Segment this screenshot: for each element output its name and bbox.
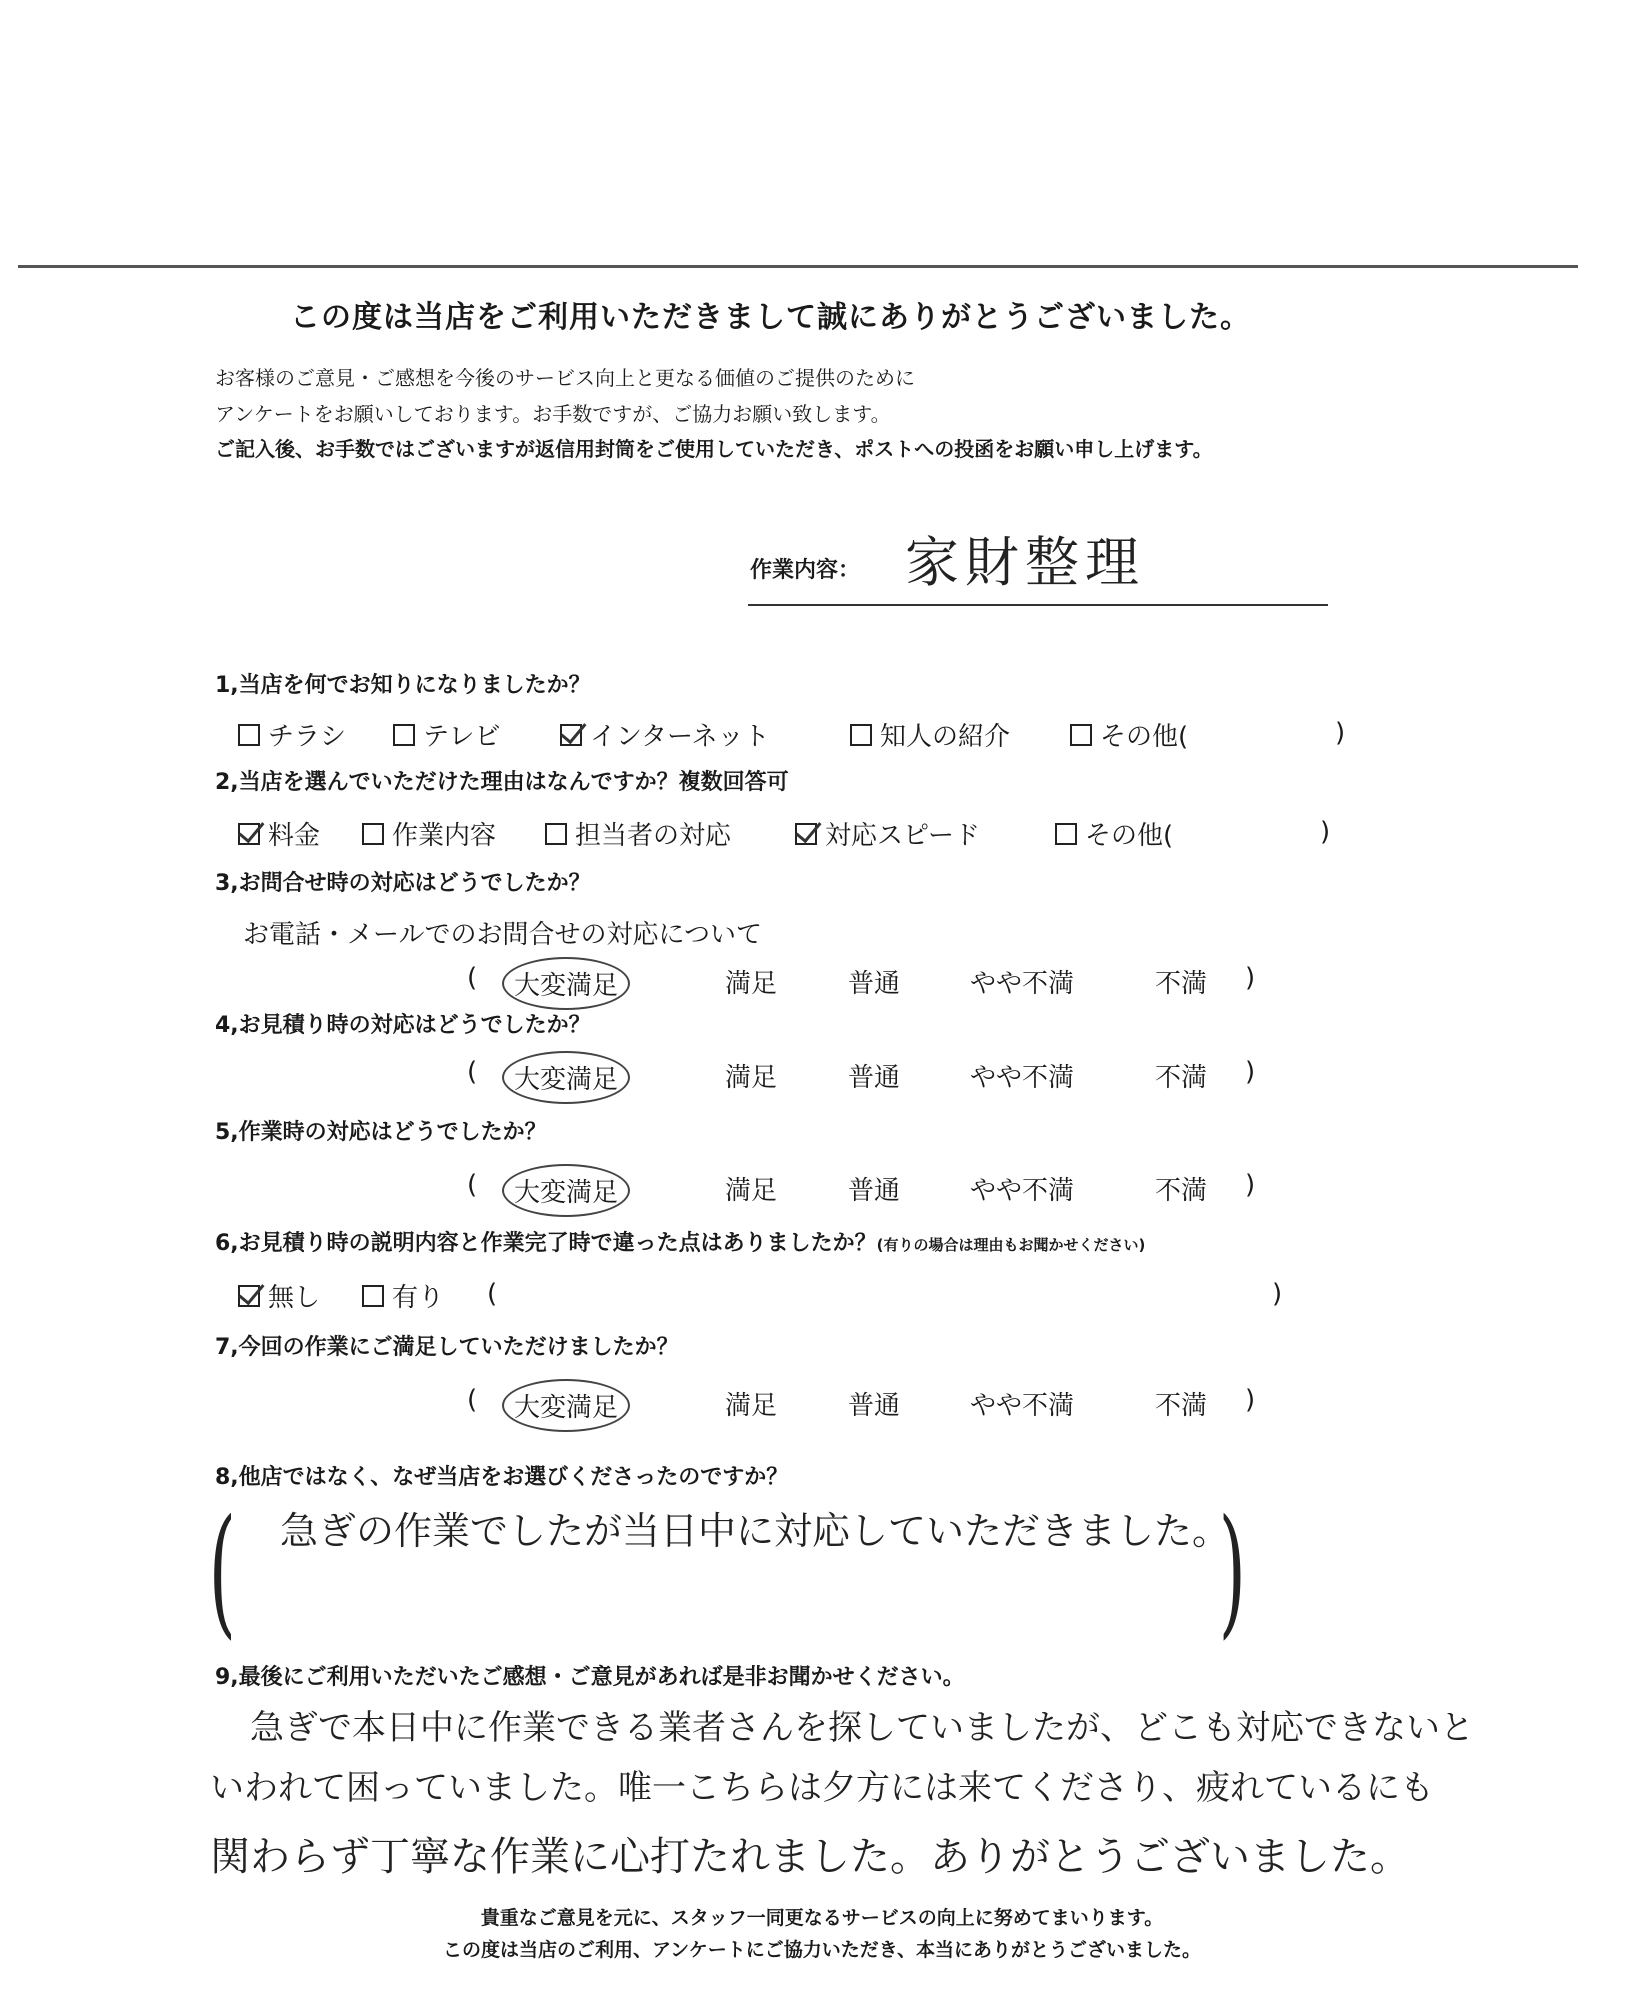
scale-option[interactable]: 満足 — [725, 1176, 778, 1206]
scale-option[interactable]: やや不満 — [970, 1063, 1075, 1093]
q2-option-label: 対応スピード — [825, 821, 980, 851]
intro-line-3: ご記入後、お手数ではございますが返信用封筒をご使用していただき、ポストへの投函をお願い申し上げます。 — [215, 437, 1213, 461]
q1-option-label: 知人の紹介 — [880, 722, 1011, 752]
q1-option-label: その他( — [1100, 722, 1189, 752]
work-label: 作業内容： — [750, 558, 861, 583]
q1-option-0[interactable] — [238, 716, 346, 753]
scale-option[interactable]: 不満 — [1155, 1391, 1208, 1421]
q6-option-label: 無し — [268, 1283, 321, 1313]
scale-option[interactable]: やや不満 — [970, 1176, 1075, 1206]
scale-close-paren: ) — [1245, 1170, 1256, 1200]
work-value: 家財整理 — [905, 531, 1145, 594]
q1-option-4[interactable] — [1070, 716, 1188, 753]
checkbox-icon — [1055, 823, 1077, 845]
scale-option[interactable]: 不満 — [1155, 969, 1208, 999]
header-title: この度は当店をご利用いただきまして誠にありがとうございました。 — [290, 300, 1251, 335]
scale-option-selected[interactable]: 大変満足 — [502, 1164, 630, 1217]
q1-close-paren: ) — [1335, 718, 1346, 748]
scale-option[interactable]: 普通 — [848, 1063, 901, 1093]
intro-line-2: アンケートをお願いしております。お手数ですが、ご協力お願い致します。 — [215, 402, 891, 426]
scale-option-selected[interactable]: 大変満足 — [502, 957, 630, 1010]
scale-option[interactable]: 不満 — [1155, 1176, 1208, 1206]
q2-option-0[interactable] — [238, 815, 320, 852]
scale-option[interactable]: 満足 — [725, 1391, 778, 1421]
q2-option-4[interactable] — [1055, 815, 1173, 852]
scale-option[interactable]: やや不満 — [970, 969, 1075, 999]
checkbox-icon — [1070, 724, 1092, 746]
scale-option[interactable]: 普通 — [848, 1391, 901, 1421]
q4-question: 4,お見積り時の対応はどうでしたか？ — [215, 1013, 591, 1038]
q3-question: 3,お問合せ時の対応はどうでしたか？ — [215, 871, 591, 896]
checkbox-checked-icon — [795, 823, 817, 845]
q2-option-label: 料金 — [268, 821, 321, 851]
q2-option-label: 作業内容 — [392, 821, 497, 851]
q1-option-label: テレビ — [423, 722, 501, 752]
q8-left-bracket: ( — [208, 1490, 236, 1653]
q2-option-1[interactable] — [362, 815, 496, 852]
scale-close-paren: ) — [1245, 1057, 1256, 1087]
q6-option-0[interactable] — [238, 1277, 320, 1314]
q9-question: 9,最後にご利用いただいたご感想・ご意見があれば是非お聞かせください。 — [215, 1665, 965, 1690]
scale-option[interactable]: 普通 — [848, 969, 901, 999]
checkbox-checked-icon — [238, 1285, 260, 1307]
footer-line-2: この度は当店のご利用、アンケートにご協力いただき、本当にありがとうございました。 — [442, 1939, 1202, 1961]
q2-option-label: その他( — [1085, 821, 1174, 851]
checkbox-icon — [393, 724, 415, 746]
q1-option-3[interactable] — [850, 716, 1010, 753]
q1-option-label: チラシ — [268, 722, 347, 752]
checkbox-checked-icon — [560, 724, 582, 746]
checkbox-icon — [850, 724, 872, 746]
q1-option-1[interactable] — [393, 716, 500, 753]
scale-option[interactable]: 不満 — [1155, 1063, 1208, 1093]
scale-option[interactable]: 普通 — [848, 1176, 901, 1206]
scale-close-paren: ) — [1245, 1385, 1256, 1415]
q7-question: 7,今回の作業にご満足していただけましたか？ — [215, 1335, 679, 1360]
scale-option[interactable]: 満足 — [725, 1063, 778, 1093]
scale-option[interactable]: やや不満 — [970, 1391, 1075, 1421]
q8-question: 8,他店ではなく、なぜ当店をお選びくださったのですか？ — [215, 1465, 789, 1490]
q2-option-label: 担当者の対応 — [575, 821, 732, 851]
footer-line-1: 貴重なご意見を元に、スタッフ一同更なるサービスの向上に努めてまいります。 — [480, 1907, 1164, 1929]
q9-answer-line-3: 関わらず丁寧な作業に心打たれました。ありがとうございました。 — [210, 1834, 1410, 1880]
scale-option-selected[interactable]: 大変満足 — [502, 1379, 630, 1432]
q2-option-3[interactable] — [795, 815, 980, 852]
q6-note: (有りの場合は理由もお聞かせください) — [876, 1236, 1146, 1254]
work-underline — [748, 604, 1328, 606]
q6-option-1[interactable] — [362, 1277, 444, 1314]
q6-question: 6,お見積り時の説明内容と作業完了時で違った点はありましたか？ — [215, 1231, 877, 1256]
q2-close-paren: ) — [1320, 817, 1331, 847]
checkbox-icon — [238, 724, 260, 746]
q1-question: 1,当店を何でお知りになりましたか？ — [215, 673, 591, 698]
scale-option[interactable]: 満足 — [725, 969, 778, 999]
scale-open-paren: ( — [467, 1385, 478, 1415]
scale-open-paren: ( — [467, 1057, 478, 1087]
q1-option-2[interactable] — [560, 716, 770, 753]
scale-open-paren: ( — [467, 1170, 478, 1200]
q6-close-paren: ) — [1272, 1279, 1283, 1309]
q6-question-row — [215, 1226, 1145, 1257]
q5-question: 5,作業時の対応はどうでしたか？ — [215, 1120, 547, 1145]
checkbox-checked-icon — [238, 823, 260, 845]
q6-option-label: 有り — [392, 1283, 445, 1313]
checkbox-icon — [545, 823, 567, 845]
scale-open-paren: ( — [467, 963, 478, 993]
checkbox-icon — [362, 1285, 384, 1307]
q9-answer-line-2: いわれて困っていました。唯一こちらは夕方には来てくださり、疲れているにも — [210, 1768, 1434, 1808]
scale-option-selected[interactable]: 大変満足 — [502, 1051, 630, 1104]
q1-option-label: インターネット — [590, 722, 770, 752]
top-rule — [18, 265, 1578, 268]
intro-line-1: お客様のご意見・ご感想を今後のサービス向上と更なる価値のご提供のために — [215, 366, 915, 390]
q9-answer-line-1: 急ぎで本日中に作業できる業者さんを探していましたが、どこも対応できないと — [250, 1708, 1474, 1748]
checkbox-icon — [362, 823, 384, 845]
scale-close-paren: ) — [1245, 963, 1256, 993]
q3-subtext: お電話・メールでのお問合せの対応について — [243, 920, 762, 950]
q2-question: 2,当店を選んでいただけた理由はなんですか？複数回答可 — [215, 770, 789, 795]
q8-right-bracket: ) — [1218, 1490, 1246, 1653]
q8-answer: 急ぎの作業でしたが当日中に対応していただきました。 — [280, 1509, 1231, 1553]
q2-option-2[interactable] — [545, 815, 731, 852]
q6-open-paren: ( — [487, 1279, 498, 1309]
